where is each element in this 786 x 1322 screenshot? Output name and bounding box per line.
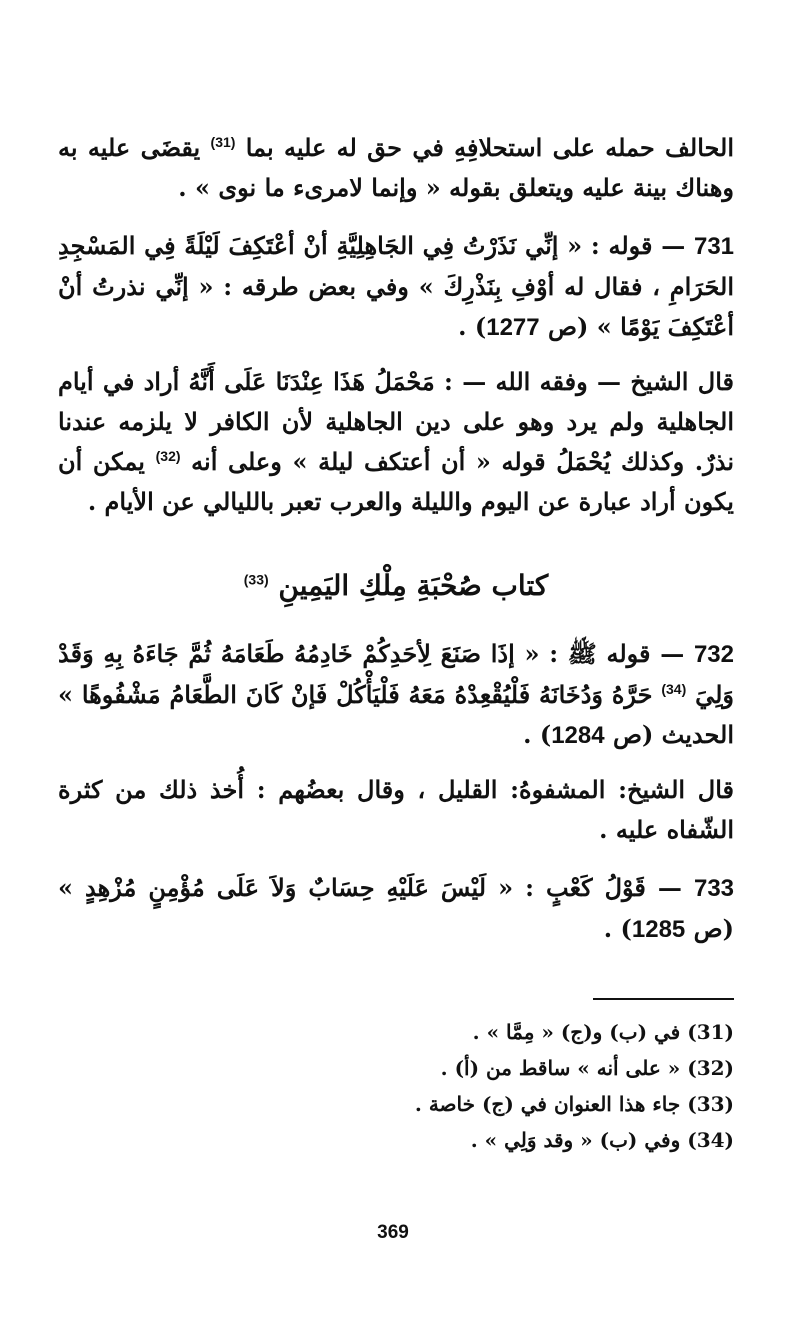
footnote-number: (32) [687,1056,734,1080]
paragraph-text: قال الشيخ — وفقه الله — : مَحْمَلُ هَذَا عِنْدَنَا عَلَى أَنَّهُ أراد في أيام الجاهلية ولم يرد وهو على دين الجاهلية لأن الكافر لا يلزمه عندنا نذرٌ. وكذلك يُحْمَلُ قوله « أن أعتكف ليلة » وعلى أنه [58,367,735,476]
section-title: كتاب صُحْبَةِ مِلْكِ اليَمِينِ [278,569,549,602]
paragraph-text-end: ) . [523,720,552,749]
footnote-item [58,1014,734,1050]
footnote-item [58,1122,734,1158]
paragraph-text-end: ) . [603,914,632,943]
paragraph-text: يمكن أن يكون أراد عبارة عن اليوم والليلة والعرب تعبر بالليالي عن الأيام . [58,447,734,516]
paragraph-text: قال الشيخ: المشفوهُ: القليل ، وقال بعضُهم : أُخذ ذلك من كثرة الشّفاه عليه . [58,775,734,844]
footnote-number: (34) [687,1128,734,1152]
paragraph-text: يقضَى عليه به وهناك بينة عليه ويتعلق بقوله « وإنما لامرىء ما نوى » . [58,133,734,202]
footnote-item [58,1086,734,1122]
footnotes-list [58,1014,734,1158]
footnote-number: (33) [687,1092,734,1116]
footnote-ref: (31) [210,134,236,150]
hadith-number: 733 [693,875,735,902]
footnote-ref: (33) [243,571,269,588]
paragraph-text: — قوله : « إنِّي نَذَرْتُ فِي الجَاهِلِيَّةِ أنْ أعْتَكِفَ لَيْلَةً فِي المَسْجِدِ الحَرَامِ ، فقال له أوْفِ بِنَذْرِكَ » وفي بعض طرقه : « إنِّي نذرتُ أنْ أعْتَكِفَ يَوْمًا » (ص [58,231,734,341]
hadith-number: 732 [693,641,734,668]
paragraph-text: حَرَّهُ وَدُخَانَهُ فَلْيُقْعِدْهُ مَعَهُ فَلْيَأْكُلْ فَإنْ كَانَ الطَّعَامُ مَشْفُوهًا » الحديث (ص [58,680,734,749]
footnote-divider [593,998,734,1000]
paragraph-1 [58,128,734,208]
page-reference: 1277 [486,314,540,341]
footnote-number: (31) [687,1020,734,1044]
paragraph-text: — قوله ﷺ : « إذَا صَنَعَ لِأحَدِكُمْ خَادِمُهُ طَعَامَهُ ثُمَّ جَاءَهُ بِهِ وَقَدْ وَلِيَ [58,639,735,709]
footnote-item [58,1050,734,1086]
page-reference: 1285 [631,916,686,943]
commentary-mashfuh [58,770,734,850]
footnote-text: في (ب) و(ج) « مِمَّا » . [472,1020,681,1044]
hadith-732 [58,634,734,756]
paragraph-text: — قَوْلُ كَعْبٍ : « لَيْسَ عَلَيْهِ حِسَابٌ وَلاَ عَلَى مُؤْمِنٍ مُزْهِدٍ » (ص [58,873,734,943]
section-heading [58,566,734,606]
hadith-733 [58,868,734,950]
paragraph-text: الحالف حمله على استحلافِهِ في حق له عليه بما [245,133,734,162]
page-reference: 1284 [551,722,605,749]
footnote-text: وفي (ب) « وقد وَلِي » . [470,1128,681,1152]
footnote-text: جاء هذا العنوان في (ج) خاصة . [414,1092,681,1116]
commentary-paragraph [58,362,734,522]
footnote-ref: (32) [155,448,181,464]
hadith-number: 731 [693,233,735,260]
page-number: 369 [377,1222,409,1243]
hadith-731 [58,226,734,348]
footnote-ref: (34) [661,681,687,697]
footnote-text: « على أنه » ساقط من (أ) . [440,1056,681,1080]
paragraph-text-end: ) . [458,312,487,341]
